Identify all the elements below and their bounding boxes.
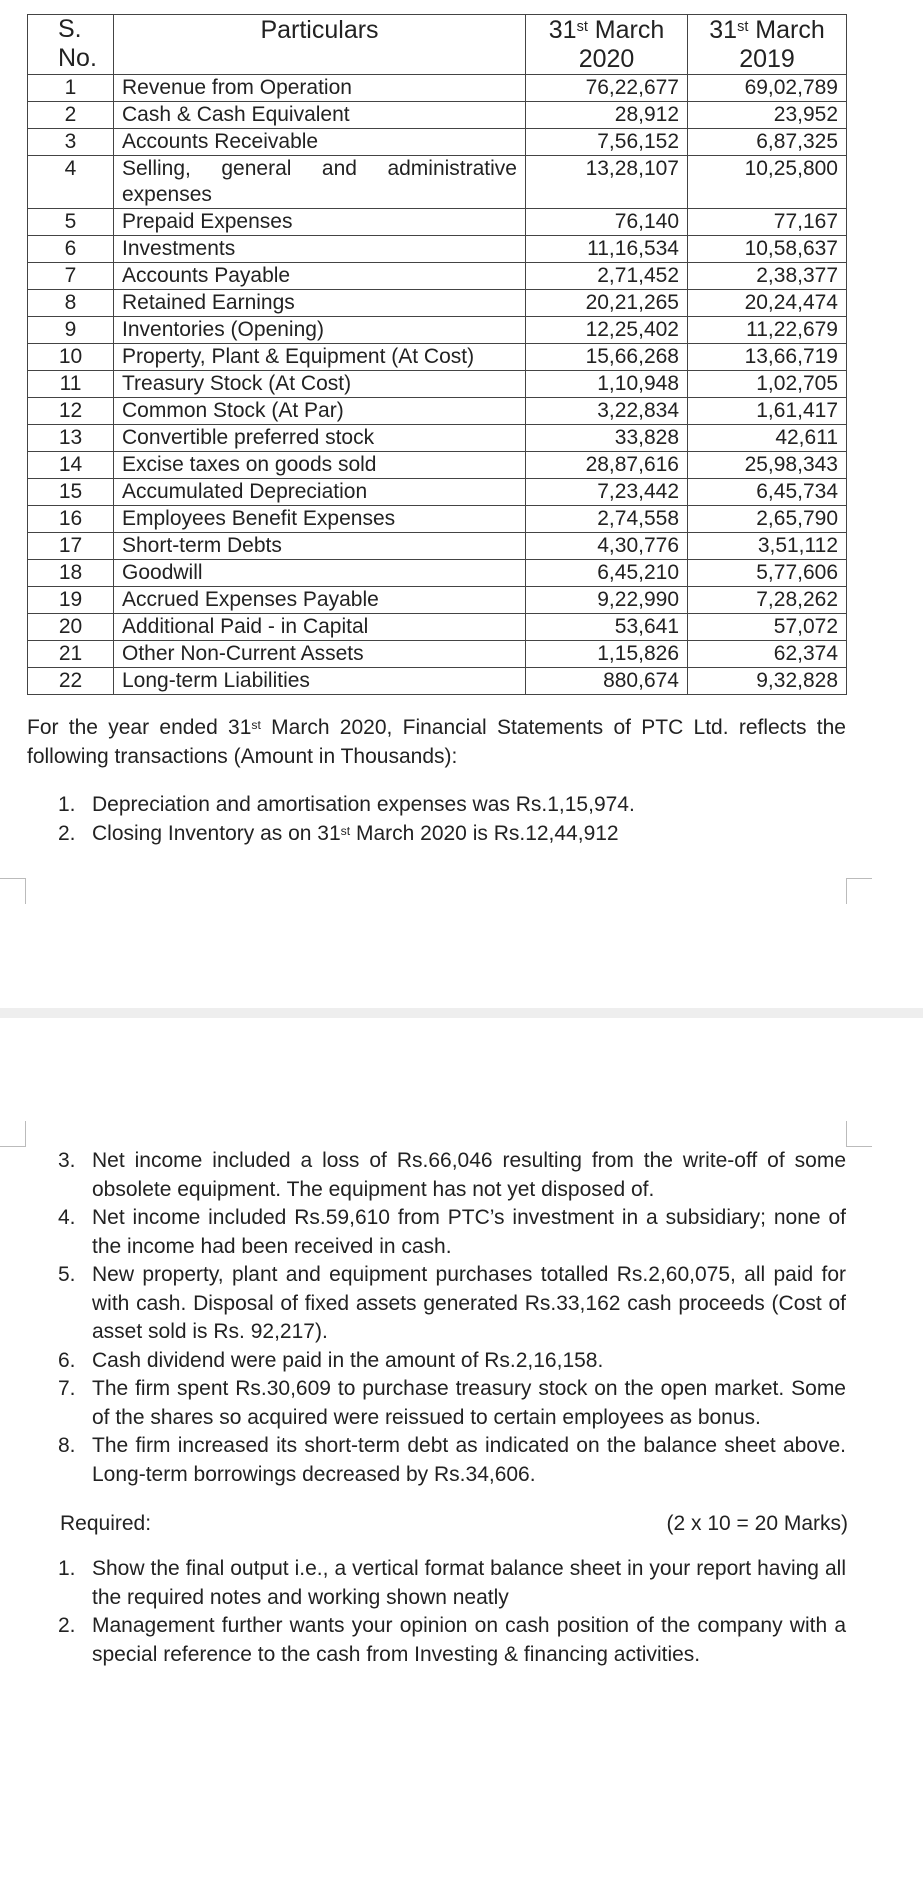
row-particular: Long-term Liabilities (114, 668, 526, 695)
row-sno: 9 (28, 317, 114, 344)
row-value-2019: 10,58,637 (688, 236, 847, 263)
table-row (28, 129, 847, 156)
row-value-2020: 6,45,210 (526, 560, 688, 587)
list-item-text-post: March 2020 is Rs.12,44,912 (350, 821, 619, 845)
table-body (28, 75, 847, 695)
header-2020-sup: st (576, 19, 588, 36)
crop-mark-top-right (846, 878, 872, 904)
row-particular: Convertible preferred stock (114, 425, 526, 452)
row-value-2019: 23,952 (688, 102, 847, 129)
list-marker: 8. (58, 1434, 76, 1457)
list-item-text: Net income included Rs.59,610 from PTC’s investment in a subsidiary; none of the income had been received in cash. (92, 1206, 846, 1258)
header-particulars: Particulars (114, 15, 526, 75)
table-row (28, 156, 847, 209)
row-value-2019: 3,51,112 (688, 533, 847, 560)
row-sno: 22 (28, 668, 114, 695)
row-value-2020: 76,140 (526, 209, 688, 236)
table-row (28, 344, 847, 371)
list-item (58, 1432, 846, 1489)
table-row (28, 290, 847, 317)
transactions-list-b (58, 1147, 846, 1489)
list-marker: 2. (58, 1614, 76, 1637)
row-sno: 5 (28, 209, 114, 236)
intro-post: March 2020, Financial Statements of PTC Ltd. reflects the following transactions (Amount in Thousands): (27, 716, 846, 768)
row-value-2019: 6,45,734 (688, 479, 847, 506)
row-sno: 14 (28, 452, 114, 479)
row-value-2019: 7,28,262 (688, 587, 847, 614)
row-sno: 6 (28, 236, 114, 263)
header-2019 (688, 15, 847, 75)
list-item (58, 1147, 846, 1204)
marks-label: (2 x 10 = 20 Marks) (666, 1512, 848, 1535)
list-item-text-pre: Closing Inventory as on 31 (92, 821, 341, 845)
transactions-list-a (58, 791, 846, 848)
table-row (28, 614, 847, 641)
row-value-2020: 7,56,152 (526, 129, 688, 156)
row-sno: 17 (28, 533, 114, 560)
row-sno: 19 (28, 587, 114, 614)
row-value-2020: 880,674 (526, 668, 688, 695)
list-item (58, 1347, 846, 1376)
table-row (28, 263, 847, 290)
table-row (28, 479, 847, 506)
row-value-2019: 62,374 (688, 641, 847, 668)
header-2020-pre: 31 (548, 16, 577, 44)
list-marker: 2. (58, 821, 76, 845)
required-heading-row (60, 1509, 848, 1539)
row-particular: Investments (114, 236, 526, 263)
row-value-2019: 20,24,474 (688, 290, 847, 317)
intro-pre: For the year ended 31 (27, 716, 252, 739)
row-particular: Revenue from Operation (114, 75, 526, 102)
row-sno: 4 (28, 156, 114, 209)
row-value-2019: 9,32,828 (688, 668, 847, 695)
table-row (28, 560, 847, 587)
table-row (28, 371, 847, 398)
table-row (28, 587, 847, 614)
row-sno: 12 (28, 398, 114, 425)
list-marker: 4. (58, 1206, 76, 1229)
list-item-text: Cash dividend were paid in the amount of Rs.2,16,158. (92, 1348, 604, 1372)
list-marker: 7. (58, 1377, 76, 1400)
row-value-2020: 3,22,834 (526, 398, 688, 425)
row-sno: 21 (28, 641, 114, 668)
row-value-2020: 28,87,616 (526, 452, 688, 479)
crop-mark-bottom-left (0, 1121, 26, 1147)
row-value-2020: 7,23,442 (526, 479, 688, 506)
row-particular: Property, Plant & Equipment (At Cost) (114, 344, 526, 371)
list-item-text: The firm increased its short-term debt as indicated on the balance sheet above. Long-term borrowings decreased by Rs.34,606. (92, 1434, 846, 1486)
list-item (58, 820, 846, 849)
row-value-2019: 1,02,705 (688, 371, 847, 398)
row-particular: Additional Paid - in Capital (114, 614, 526, 641)
table-row (28, 102, 847, 129)
row-value-2019: 13,66,719 (688, 344, 847, 371)
row-value-2019: 25,98,343 (688, 452, 847, 479)
list-item (58, 1555, 846, 1612)
row-sno: 13 (28, 425, 114, 452)
table-row (28, 425, 847, 452)
row-sno: 20 (28, 614, 114, 641)
row-value-2020: 9,22,990 (526, 587, 688, 614)
list-item-sup: st (340, 824, 351, 839)
list-item-text: New property, plant and equipment purchases totalled Rs.2,60,075, all paid for with cash. Disposal of fixed assets generated Rs.33,162 cash proceeds (Cost of asset sold is Rs. 92,217). (92, 1263, 846, 1343)
row-value-2020: 4,30,776 (526, 533, 688, 560)
header-sno (28, 15, 114, 75)
row-value-2020: 33,828 (526, 425, 688, 452)
list-item (58, 1612, 846, 1669)
list-item (58, 1261, 846, 1347)
row-sno: 11 (28, 371, 114, 398)
list-item-text: Management further wants your opinion on cash position of the company with a special reference to the cash from Investing & financing activities. (92, 1614, 846, 1666)
list-item (58, 1375, 846, 1432)
row-particular: Accrued Expenses Payable (114, 587, 526, 614)
crop-mark-bottom-right (846, 1121, 872, 1147)
row-particular: Inventories (Opening) (114, 317, 526, 344)
row-particular: Treasury Stock (At Cost) (114, 371, 526, 398)
table-header-row (28, 15, 847, 75)
list-marker: 3. (58, 1149, 76, 1172)
row-sno: 15 (28, 479, 114, 506)
row-sno: 7 (28, 263, 114, 290)
table-row (28, 452, 847, 479)
row-value-2019: 2,65,790 (688, 506, 847, 533)
row-value-2020: 13,28,107 (526, 156, 688, 209)
list-item (58, 791, 846, 820)
list-marker: 1. (58, 793, 76, 816)
row-value-2020: 1,15,826 (526, 641, 688, 668)
row-particular: Goodwill (114, 560, 526, 587)
row-value-2019: 1,61,417 (688, 398, 847, 425)
financial-data-table (27, 14, 847, 695)
row-value-2020: 20,21,265 (526, 290, 688, 317)
intro-paragraph (27, 713, 846, 771)
table-row (28, 668, 847, 695)
row-value-2020: 15,66,268 (526, 344, 688, 371)
required-label: Required: (60, 1512, 152, 1535)
row-particular: Common Stock (At Par) (114, 398, 526, 425)
list-marker: 1. (58, 1557, 76, 1580)
header-sno-line2: No. (58, 44, 97, 72)
row-particular: Selling, general and administrative expenses (114, 156, 526, 209)
row-sno: 8 (28, 290, 114, 317)
row-sno: 10 (28, 344, 114, 371)
row-value-2020: 2,71,452 (526, 263, 688, 290)
row-particular: Employees Benefit Expenses (114, 506, 526, 533)
row-particular: Cash & Cash Equivalent (114, 102, 526, 129)
list-item (58, 1204, 846, 1261)
row-particular: Prepaid Expenses (114, 209, 526, 236)
header-2019-year: 2019 (739, 45, 795, 73)
row-value-2019: 2,38,377 (688, 263, 847, 290)
table-row (28, 506, 847, 533)
row-value-2020: 28,912 (526, 102, 688, 129)
list-item-text: Show the final output i.e., a vertical format balance sheet in your report having all the required notes and working shown neatly (92, 1557, 846, 1609)
intro-sup: st (251, 717, 261, 732)
row-value-2019: 6,87,325 (688, 129, 847, 156)
row-value-2019: 69,02,789 (688, 75, 847, 102)
row-value-2020: 2,74,558 (526, 506, 688, 533)
row-particular: Excise taxes on goods sold (114, 452, 526, 479)
list-item-text: The firm spent Rs.30,609 to purchase treasury stock on the open market. Some of the shares so acquired were reissued to certain employees as bonus. (92, 1377, 846, 1429)
row-particular: Other Non-Current Assets (114, 641, 526, 668)
row-particular: Accounts Receivable (114, 129, 526, 156)
row-sno: 3 (28, 129, 114, 156)
row-value-2020: 53,641 (526, 614, 688, 641)
row-value-2019: 11,22,679 (688, 317, 847, 344)
row-particular: Short-term Debts (114, 533, 526, 560)
list-item-text: Depreciation and amortisation expenses was Rs.1,15,974. (92, 793, 635, 816)
header-2019-pre: 31 (709, 16, 738, 44)
row-sno: 16 (28, 506, 114, 533)
table-row (28, 209, 847, 236)
table-row (28, 533, 847, 560)
row-sno: 1 (28, 75, 114, 102)
row-value-2020: 76,22,677 (526, 75, 688, 102)
row-sno: 18 (28, 560, 114, 587)
required-list (58, 1555, 846, 1669)
row-particular: Retained Earnings (114, 290, 526, 317)
row-value-2019: 57,072 (688, 614, 847, 641)
row-value-2020: 12,25,402 (526, 317, 688, 344)
table-row (28, 236, 847, 263)
header-2019-sup: st (737, 19, 749, 36)
header-2019-post: March (748, 16, 825, 44)
row-particular: Accumulated Depreciation (114, 479, 526, 506)
header-2020-year: 2020 (578, 45, 635, 73)
table-row (28, 75, 847, 102)
row-value-2020: 11,16,534 (526, 236, 688, 263)
page-break (0, 1008, 923, 1018)
row-value-2019: 10,25,800 (688, 156, 847, 209)
row-value-2019: 42,611 (688, 425, 847, 452)
list-marker: 6. (58, 1348, 76, 1372)
header-sno-line1: S. (58, 15, 82, 43)
row-sno: 2 (28, 102, 114, 129)
header-2020 (526, 15, 688, 75)
table-row (28, 317, 847, 344)
crop-mark-top-left (0, 878, 26, 904)
row-particular: Accounts Payable (114, 263, 526, 290)
list-marker: 5. (58, 1263, 76, 1286)
row-value-2020: 1,10,948 (526, 371, 688, 398)
header-2020-post: March (587, 16, 665, 44)
table-row (28, 641, 847, 668)
list-item-text: Net income included a loss of Rs.66,046 resulting from the write-off of some obsolete equipment. The equipment has not yet disposed of. (92, 1149, 846, 1201)
row-value-2019: 77,167 (688, 209, 847, 236)
table-row (28, 398, 847, 425)
row-value-2019: 5,77,606 (688, 560, 847, 587)
